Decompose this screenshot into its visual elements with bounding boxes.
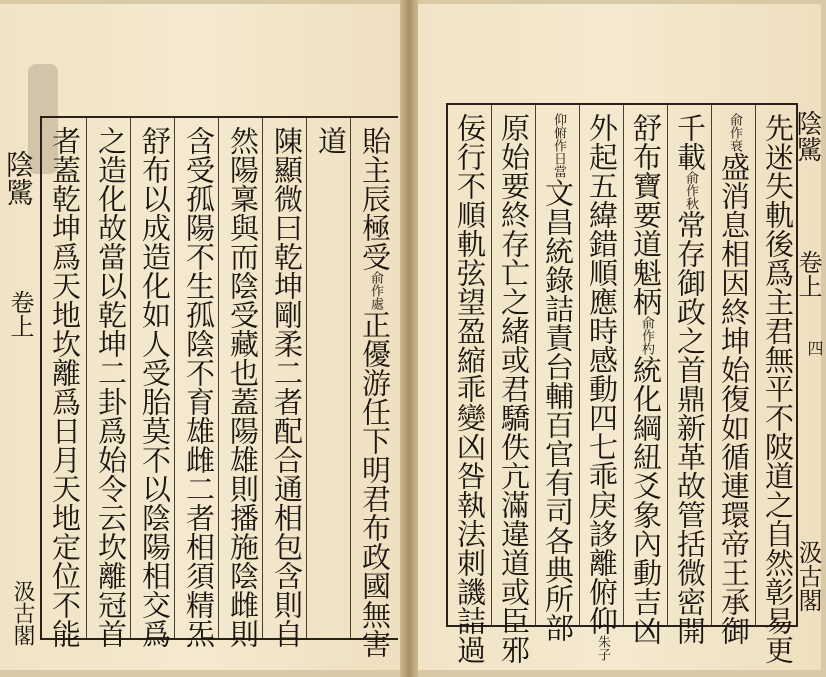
right-column-2: 俞作衰盛消息相因終坤始復如循連環帝王承御 — [717, 113, 751, 645]
left-column-1: 貽主辰極受俞作處正優游任下明君布政國無害 — [358, 126, 392, 658]
left-column-6: 舒布以成造化如人受胎莫不以陰陽相交爲 — [138, 126, 172, 648]
right-page-heart-title: 陰騭 — [792, 110, 822, 162]
right-text-frame — [446, 103, 798, 664]
left-page-heart-title: 陰騭 — [2, 150, 35, 206]
right-column-8: 佞行不順軌弦望盈縮乖變凶咎執法刺譏詰過 — [453, 113, 487, 664]
right-column-6: 仰俯作日當文昌統錄詰責台輔百官有司各典所部 — [541, 113, 575, 642]
right-column-3: 千載俞作秋常存御政之首鼎新革故管括微密開 — [673, 113, 707, 645]
book-gutter — [400, 0, 418, 677]
left-column-4: 然陽稟與而陰受藏也蓋陽雄則播施陰雌則 — [226, 126, 260, 648]
right-page-heart-volume: 卷上 — [794, 250, 822, 298]
left-column-3: 陳顯微曰乾坤剛柔二者配合通相包含則自 — [270, 126, 304, 648]
right-page-heart-page: 四 — [805, 340, 824, 356]
left-page-heart-volume: 卷上 — [6, 290, 34, 338]
right-column-5: 外起五緯錯順應時感動四七乖戾誃離俯仰朱子 — [585, 113, 619, 661]
left-page-heart-publisher: 汲古閣 — [10, 580, 35, 646]
left-text-frame — [40, 116, 398, 658]
left-column-7: 之造化故當以乾坤二卦爲始令云坎離冠首 — [94, 126, 128, 648]
left-column-8: 者蓋乾坤爲天地坎離爲日月天地定位不能 — [48, 126, 82, 648]
left-column-2: 道 — [314, 126, 348, 155]
left-column-5: 含受孤陽不生孤陰不育雄雌二者相須精炁 — [182, 126, 216, 648]
right-page-heart-publisher: 汲古閣 — [794, 540, 822, 612]
right-column-7: 原始要終存亡之緒或君驕佚亢滿違道或臣邪 — [497, 113, 531, 664]
right-column-1: 先迷失軌後爲主君無平不陂道之自然彰易更 — [761, 113, 795, 664]
right-column-4: 舒布寶要道魁柄俞作杓統化綱紐爻象內動吉凶 — [629, 113, 663, 645]
